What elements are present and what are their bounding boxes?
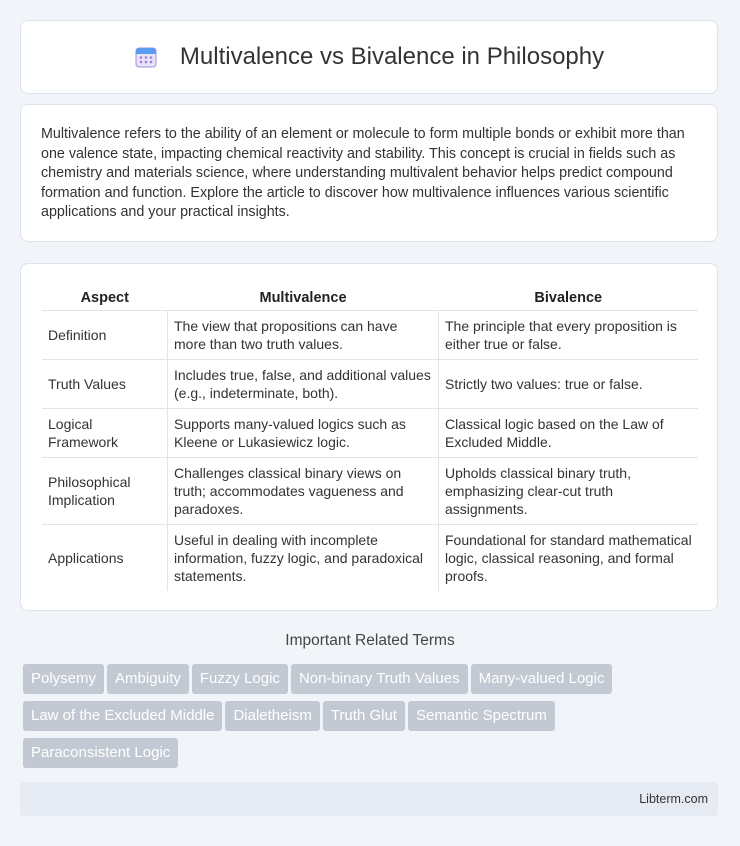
table-row	[42, 458, 698, 525]
row-multivalence: The view that propositions can have more than two truth values.	[168, 311, 439, 360]
tag-polysemy[interactable]: Polysemy	[23, 664, 104, 694]
title-card	[20, 20, 718, 94]
row-multivalence: Useful in dealing with incomplete information, fuzzy logic, and paradoxical statements.	[168, 525, 439, 592]
row-bivalence: Strictly two values: true or false.	[439, 360, 699, 409]
row-aspect: Applications	[48, 550, 124, 566]
table-row	[42, 360, 698, 409]
intro-card	[20, 104, 718, 242]
tag-law-of-the-excluded-middle[interactable]: Law of the Excluded Middle	[23, 701, 222, 731]
tag-non-binary-truth-values[interactable]: Non-binary Truth Values	[291, 664, 468, 694]
footer-site-link[interactable]: Libterm.com	[639, 792, 708, 806]
related-terms-list	[23, 664, 723, 775]
table-row	[42, 409, 698, 458]
tag-dialetheism[interactable]: Dialetheism	[225, 701, 319, 731]
header-aspect: Aspect	[42, 286, 168, 311]
header-multivalence: Multivalence	[168, 286, 439, 311]
row-multivalence: Includes true, false, and additional values (e.g., indeterminate, both).	[168, 360, 439, 409]
row-bivalence: Upholds classical binary truth, emphasizing clear-cut truth assignments.	[439, 458, 699, 525]
row-bivalence: The principle that every proposition is either true or false.	[439, 311, 699, 360]
tag-many-valued-logic[interactable]: Many-valued Logic	[471, 664, 613, 694]
table-row	[42, 525, 698, 592]
related-terms-title: Important Related Terms	[285, 632, 455, 649]
row-aspect: Definition	[42, 311, 168, 360]
table-header-row	[42, 286, 698, 311]
row-bivalence: Classical logic based on the Law of Excluded Middle.	[439, 409, 699, 458]
row-multivalence: Challenges classical binary views on truth; accommodates vagueness and paradoxes.	[168, 458, 439, 525]
tag-truth-glut[interactable]: Truth Glut	[323, 701, 405, 731]
header-bivalence: Bivalence	[439, 286, 699, 311]
tag-ambiguity[interactable]: Ambiguity	[107, 664, 189, 694]
intro-text: Multivalence refers to the ability of an element or molecule to form multiple bonds or exhibit more than one valence state, impacting chemical reactivity and stability. This concept is crucial in fields such as chemistry and materials science, where understanding multivalent behavior helps predict compound formation and function. Explore the article to discover how multivalence influences various scientific applications and your practical insights.	[41, 126, 685, 220]
row-bivalence: Foundational for standard mathematical logic, classical reasoning, and formal proofs.	[439, 525, 699, 592]
table-row	[42, 311, 698, 360]
row-aspect: Philosophical Implication	[42, 458, 168, 525]
comparison-card	[20, 263, 718, 611]
row-multivalence: Supports many-valued logics such as Kleene or Lukasiewicz logic.	[168, 409, 439, 458]
footer	[20, 782, 718, 816]
tag-semantic-spectrum[interactable]: Semantic Spectrum	[408, 701, 555, 731]
comparison-table	[42, 286, 698, 591]
tag-fuzzy-logic[interactable]: Fuzzy Logic	[192, 664, 288, 694]
page-title: Multivalence vs Bivalence in Philosophy	[179, 43, 605, 70]
tag-paraconsistent-logic[interactable]: Paraconsistent Logic	[23, 738, 178, 768]
row-aspect: Truth Values	[42, 360, 168, 409]
calendar-icon	[134, 45, 158, 69]
row-aspect: Logical Framework	[42, 409, 168, 458]
